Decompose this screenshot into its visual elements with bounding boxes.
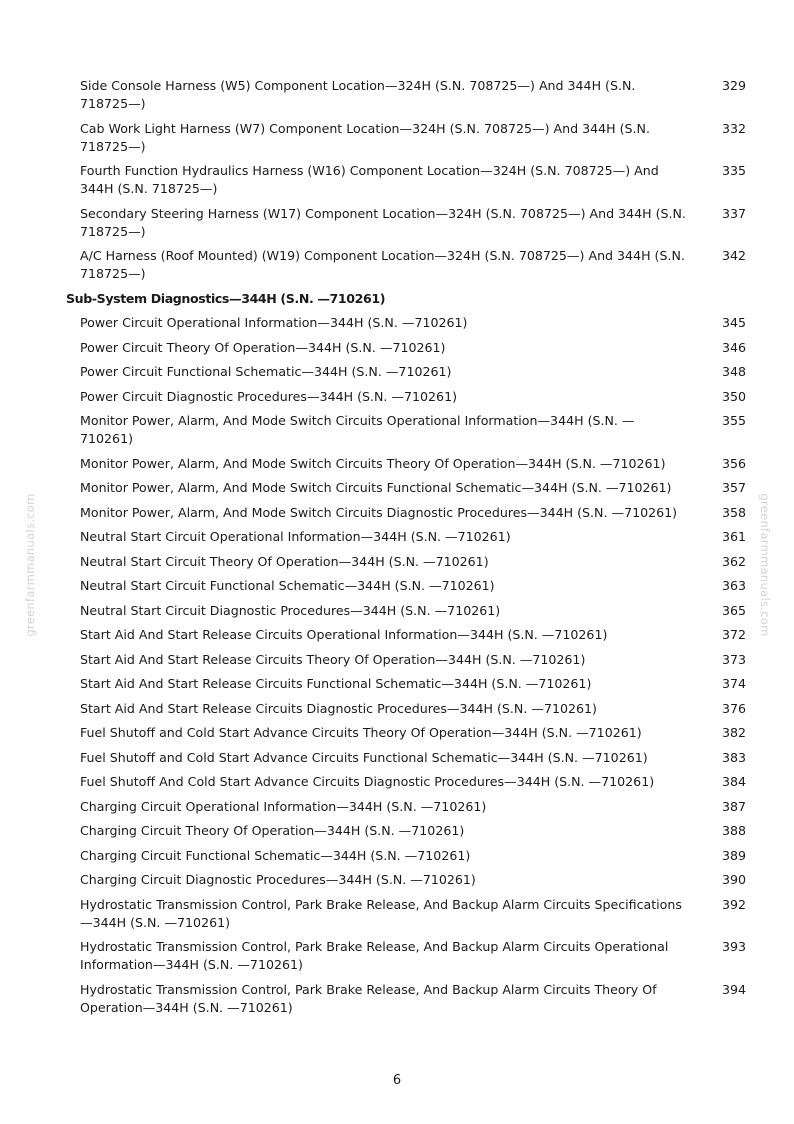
toc-entry-title: Cab Work Light Harness (W7) Component Location—324H (S.N. 708725—) And 344H (S.N. 718725—) <box>80 120 650 154</box>
toc-entry-title: Charging Circuit Theory Of Operation—344H (S.N. —710261) <box>80 823 465 838</box>
toc-entry-page: 392 <box>721 896 746 912</box>
toc-entry-page: 332 <box>721 120 746 136</box>
page-number: 6 <box>392 1073 402 1088</box>
toc-entry[interactable] <box>66 847 746 865</box>
toc-entry-page: 358 <box>721 504 746 520</box>
toc-entry-page: 335 <box>721 163 746 178</box>
toc-entry[interactable] <box>66 553 746 571</box>
toc-entry-title: Fuel Shutoff And Cold Start Advance Circuits Diagnostic Procedures—344H (S.N. —710261) <box>80 774 655 789</box>
toc-entry-title: Neutral Start Circuit Operational Information—344H (S.N. —710261) <box>80 529 511 544</box>
toc-entry[interactable] <box>66 724 746 742</box>
toc-section-group <box>66 314 746 1017</box>
toc-entry-title: Start Aid And Start Release Circuits Functional Schematic—344H (S.N. —710261) <box>80 676 592 691</box>
toc-entry-title: Monitor Power, Alarm, And Mode Switch Circuits Operational Information—344H (S.N. —710261) <box>80 413 635 446</box>
toc-entry-title: Start Aid And Start Release Circuits Diagnostic Procedures—344H (S.N. —710261) <box>80 700 597 716</box>
toc-entry-page: 345 <box>721 315 746 330</box>
toc-top-group <box>66 77 746 283</box>
toc-entry-title: Power Circuit Functional Schematic—344H (S.N. —710261) <box>80 364 452 379</box>
toc-entry-title: Hydrostatic Transmission Control, Park Brake Release, And Backup Alarm Circuits Theory Of Operation—344H (S.N. —710261) <box>80 981 657 1015</box>
toc-entry-page: 387 <box>721 798 746 814</box>
toc-entry[interactable] <box>66 700 746 718</box>
toc-entry-title: Start Aid And Start Release Circuits Operational Information—344H (S.N. —710261) <box>80 627 608 642</box>
watermark-left: greenfarmmanuals.com <box>23 493 37 637</box>
toc-entry[interactable] <box>66 798 746 816</box>
toc-entry-page: 355 <box>721 413 746 428</box>
toc-entry-title: Monitor Power, Alarm, And Mode Switch Circuits Theory Of Operation—344H (S.N. —710261) <box>80 455 666 471</box>
toc-entry-title: Fourth Function Hydraulics Harness (W16) Component Location—324H (S.N. 708725—) And 344H (S.N. 718725—) <box>80 163 659 196</box>
toc-entry-page: 365 <box>721 602 746 618</box>
toc-entry[interactable] <box>66 651 746 669</box>
toc-entry[interactable] <box>66 749 746 767</box>
section-heading[interactable]: Sub-System Diagnostics—344H (S.N. —710261) <box>66 290 386 306</box>
toc-entry-page: 389 <box>721 847 746 863</box>
toc-entry-page: 384 <box>721 774 746 789</box>
toc-entry-title: Hydrostatic Transmission Control, Park Brake Release, And Backup Alarm Circuits Operational Information—344H (S.N. —710261) <box>80 939 669 972</box>
toc-entry-page: 357 <box>721 480 746 495</box>
toc-entry-title: A/C Harness (Roof Mounted) (W19) Component Location—324H (S.N. 708725—) And 344H (S.N. 718725—) <box>80 248 685 281</box>
toc-entry[interactable] <box>66 626 746 644</box>
toc-entry-title: Fuel Shutoff and Cold Start Advance Circuits Functional Schematic—344H (S.N. —710261) <box>80 749 648 765</box>
toc-entry-title: Monitor Power, Alarm, And Mode Switch Circuits Functional Schematic—344H (S.N. —710261) <box>80 480 672 495</box>
toc-entry-title: Side Console Harness (W5) Component Location—324H (S.N. 708725—) And 344H (S.N. 718725—) <box>80 78 636 111</box>
toc-entry[interactable] <box>66 388 746 406</box>
toc-entry-page: 350 <box>721 388 746 404</box>
toc-entry-page: 382 <box>721 725 746 740</box>
toc-entry[interactable] <box>66 247 746 283</box>
toc-entry-title: Monitor Power, Alarm, And Mode Switch Circuits Diagnostic Procedures—344H (S.N. —710261) <box>80 504 678 520</box>
toc-entry[interactable] <box>66 77 746 113</box>
toc-entry-page: 348 <box>721 364 746 379</box>
toc-entry-page: 394 <box>721 981 746 997</box>
toc-entry[interactable] <box>66 162 746 198</box>
toc-entry-page: 383 <box>721 749 746 765</box>
toc-entry-title: Charging Circuit Diagnostic Procedures—344H (S.N. —710261) <box>80 872 476 887</box>
toc-entry[interactable] <box>66 504 746 522</box>
toc-entry[interactable] <box>66 205 746 241</box>
toc-entry-page: 337 <box>721 205 746 221</box>
toc-entry[interactable] <box>66 577 746 595</box>
toc-entry[interactable] <box>66 773 746 791</box>
toc-entry[interactable] <box>66 455 746 473</box>
toc-entry[interactable] <box>66 981 746 1017</box>
toc-entry[interactable] <box>66 896 746 932</box>
toc-entry-page: 374 <box>721 676 746 691</box>
toc-entry[interactable] <box>66 938 746 974</box>
toc-entry-page: 362 <box>721 553 746 569</box>
toc-entry-title: Power Circuit Diagnostic Procedures—344H (S.N. —710261) <box>80 388 458 404</box>
toc-entry[interactable] <box>66 602 746 620</box>
toc-entry-page: 372 <box>721 627 746 642</box>
toc-entry-page: 363 <box>721 578 746 593</box>
toc-entry-page: 393 <box>721 939 746 954</box>
toc-entry[interactable] <box>66 479 746 497</box>
table-of-contents <box>66 77 746 1023</box>
toc-entry-page: 356 <box>721 455 746 471</box>
toc-entry-title: Charging Circuit Operational Information—344H (S.N. —710261) <box>80 798 487 814</box>
toc-entry-page: 388 <box>721 823 746 838</box>
toc-entry[interactable] <box>66 871 746 889</box>
toc-entry-title: Power Circuit Operational Information—344H (S.N. —710261) <box>80 315 468 330</box>
toc-entry-title: Neutral Start Circuit Diagnostic Procedures—344H (S.N. —710261) <box>80 602 501 618</box>
toc-entry-title: Hydrostatic Transmission Control, Park Brake Release, And Backup Alarm Circuits Specifications—344H (S.N. —710261) <box>80 896 682 930</box>
toc-entry-title: Neutral Start Circuit Functional Schematic—344H (S.N. —710261) <box>80 578 495 593</box>
toc-entry[interactable] <box>66 120 746 156</box>
toc-entry-title: Neutral Start Circuit Theory Of Operation—344H (S.N. —710261) <box>80 553 489 569</box>
toc-entry[interactable] <box>66 822 746 840</box>
toc-entry-page: 373 <box>721 651 746 667</box>
toc-entry-title: Start Aid And Start Release Circuits Theory Of Operation—344H (S.N. —710261) <box>80 651 586 667</box>
toc-entry-title: Secondary Steering Harness (W17) Component Location—324H (S.N. 708725—) And 344H (S.N. 718725—) <box>80 205 686 239</box>
toc-entry[interactable] <box>66 412 746 448</box>
toc-entry-page: 361 <box>721 529 746 544</box>
toc-entry[interactable] <box>66 675 746 693</box>
toc-entry-title: Charging Circuit Functional Schematic—344H (S.N. —710261) <box>80 847 471 863</box>
toc-entry-page: 342 <box>721 248 746 263</box>
toc-entry-page: 329 <box>721 78 746 93</box>
toc-entry-title: Fuel Shutoff and Cold Start Advance Circuits Theory Of Operation—344H (S.N. —710261) <box>80 725 642 740</box>
toc-entry[interactable] <box>66 339 746 357</box>
toc-entry[interactable] <box>66 363 746 381</box>
toc-entry[interactable] <box>66 528 746 546</box>
watermark-right: greenfarmmanuals.com <box>758 493 772 637</box>
toc-entry-page: 376 <box>721 700 746 716</box>
toc-entry-page: 346 <box>721 339 746 355</box>
toc-entry-page: 390 <box>721 872 746 887</box>
toc-entry-title: Power Circuit Theory Of Operation—344H (S.N. —710261) <box>80 339 446 355</box>
toc-entry[interactable] <box>66 314 746 332</box>
